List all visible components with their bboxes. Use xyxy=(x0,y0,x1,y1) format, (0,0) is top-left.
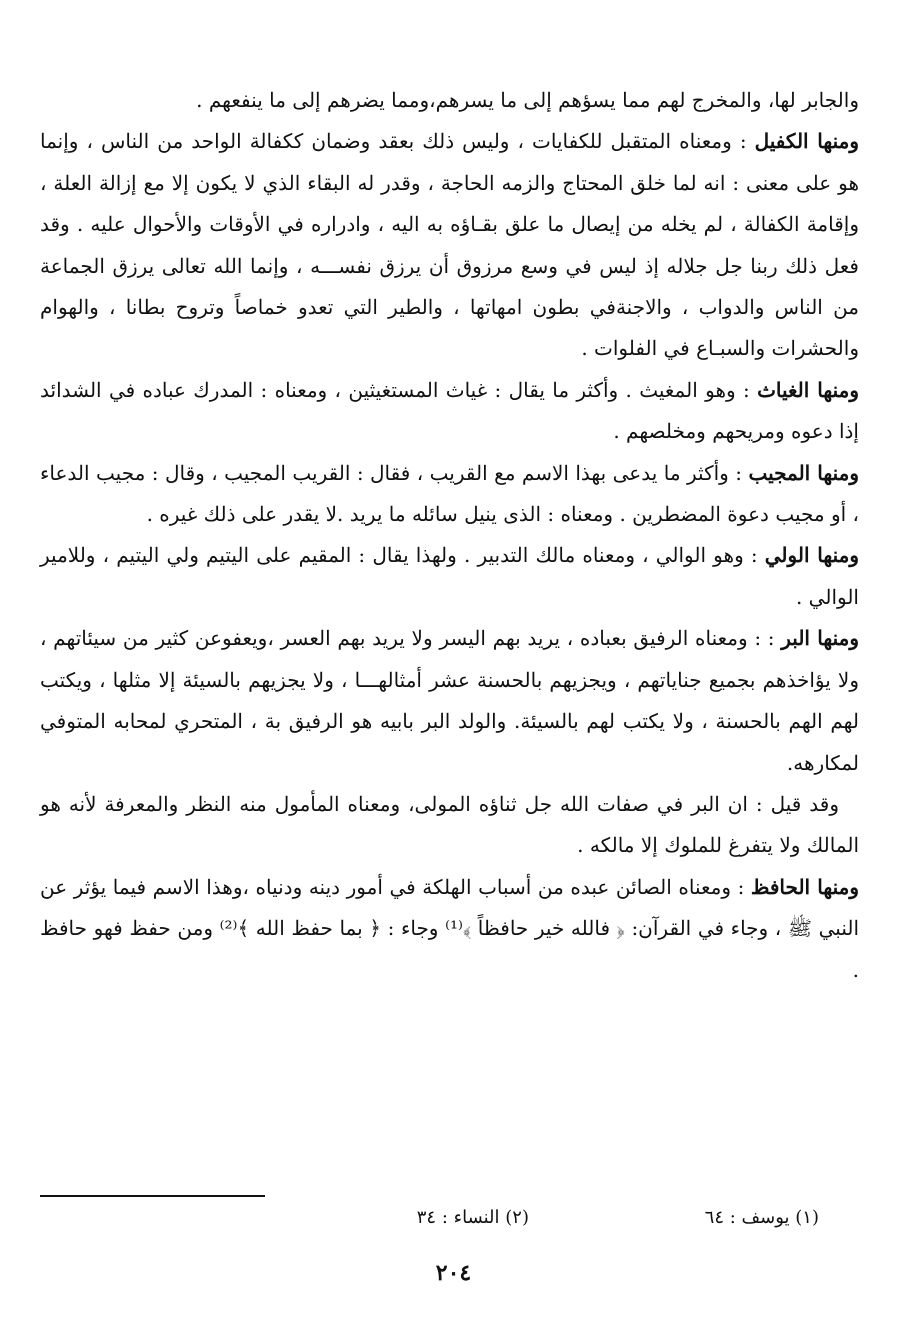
paragraph xyxy=(40,80,859,121)
footnote-separator xyxy=(40,1195,265,1197)
paragraph xyxy=(40,121,859,369)
paragraph-text: والجابر لها، والمخرج لهم مما يسؤهم إلى ما يسرهم،ومما يضرهم إلى ما ينفعهم . xyxy=(196,88,859,112)
paragraph xyxy=(40,370,859,453)
body-text xyxy=(40,80,859,991)
paragraph xyxy=(40,618,859,784)
term-heading: ومنها المجيب xyxy=(748,460,860,485)
paragraph-text: : : ومعناه الرفيق بعباده ، يريد بهم اليسر ولا يريد بهم العسر ،ويعفوعن كثير من سيئاتهم ، ولا يؤاخذهم بجميع جناياتهم ، ويجزيهم بالحسنة عشر أمثالهـــا ، ولا يجزيهم بالسيئة إلا مثلها ، ويكتب لهم الهم بالحسنة ، ولا يكتب لهم بالسيئة. والولد البر بابيه هو الرفيق بة ، المتحري لمحابه المتوفي لمكارهه. xyxy=(40,626,859,775)
term-heading: ومنها الغياث xyxy=(757,377,859,402)
footnote: (٢) النساء : ٣٤ xyxy=(416,1207,529,1228)
term-heading: ومنها الولي xyxy=(764,543,859,568)
paragraph xyxy=(40,784,859,867)
paragraph xyxy=(40,453,859,536)
page-number: ٢٠٤ xyxy=(435,1260,472,1286)
paragraph-text: وقد قيل : ان البر في صفات الله جل ثناؤه المولى، ومعناه المأمول منه النظر والمعرفة لأنه هو المالك ولا يتفرغ للملوك إلا مالكه . xyxy=(40,791,859,858)
footnote: (١) يوسف : ٦٤ xyxy=(704,1207,819,1228)
paragraph xyxy=(40,867,859,991)
paragraph-text: : ومعناه المتقبل للكفايات ، وليس ذلك بعقد وضمان ككفالة الواحد من الناس ، وإنما هو على معنى : انه لما خلق المحتاج والزمه الحاجة ، وقدر له البقاء الذي لا يكون إلا مع إزالة العلة ، وإقامة الكفالة ، لم يخله من إيصال ما علق بقـاؤه به اليه ، وادراره في الأوقات والأحوال عليه . وقد فعل ذلك ربنا جل جلاله إذ ليس في وسع مرزوق أن يرزق نفســـه ، وإنما الله تعالى يرزق الجماعة من الناس والدواب ، والاجنةفي بطون امهاتها ، والطير التي تعدو خماصاً وتروح بطانا ، والهوام والحشرات والسبـاع في الفلوات . xyxy=(40,129,859,361)
paragraph-text: : ومعناه الصائن عبده من أسباب الهلكة في أمور دينه ودنياه ،وهذا الاسم فيما يؤثر عن النبي ﷺ ، وجاء في القرآن: ﴿ فالله خير حافظاً ﴾⁽¹⁾ وجاء : ﴿ بما حفظ الله ﴾⁽²⁾ ومن حفظ فهو حافظ . xyxy=(40,874,860,982)
paragraph-text: : وهو الوالي ، ومعناه مالك التدبير . ولهذا يقال : المقيم على اليتيم ولي اليتيم ، وللامير الوالي . xyxy=(40,543,859,609)
paragraph xyxy=(40,535,859,618)
term-heading: ومنها البر xyxy=(781,626,860,651)
term-heading: ومنها الحافظ xyxy=(750,874,859,899)
paragraph-text: : وهو المغيث . وأكثر ما يقال : غياث المستغيثين ، ومعناه : المدرك عباده في الشدائد إذا دعوه ومريحهم ومخلصهم . xyxy=(40,377,859,444)
term-heading: ومنها الكفيل xyxy=(754,129,859,154)
paragraph-text: : وأكثر ما يدعى بهذا الاسم مع القريب ، فقال : القريب المجيب ، وقال : مجيب الدعاء ، أو مجيب دعوة المضطرين . ومعناه : الذى ينيل سائله ما يريد .لا يقدر على ذلك غيره . xyxy=(40,460,859,527)
